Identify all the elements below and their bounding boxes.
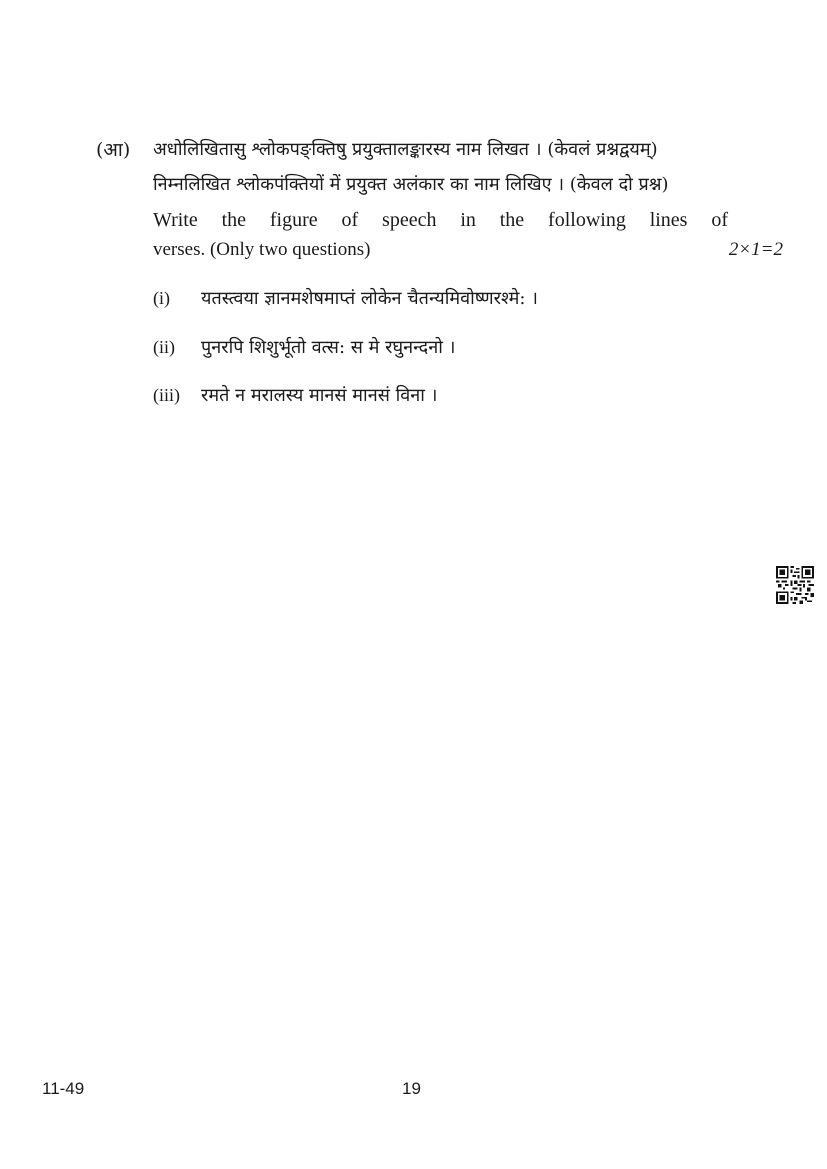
page-number: 19 [402, 1079, 421, 1098]
instruction-hindi: निम्नलिखित श्लोकपंक्तियों में प्रयुक्त अलंकार का नाम लिखिए । (केवल दो प्रश्न) [153, 174, 669, 195]
verse-item-label: (ii) [153, 337, 175, 357]
qr-code-icon [776, 566, 814, 604]
marks-allocation: 2×1=2 [728, 239, 783, 260]
question-number: (आ) [96, 139, 131, 161]
instruction-sanskrit: अधोलिखितासु श्लोकपङ्क्तिषु प्रयुक्तालङ्कारस्य नाम लिखत । (केवलं प्रश्नद्वयम्) [153, 139, 658, 160]
verse-item-text: रमते न मरालस्य मानसं मानसं विना । [201, 385, 438, 406]
verse-item [153, 335, 455, 360]
verse-item-text: यतस्त्वया ज्ञानमशेषमाप्तं लोकेन चैतन्यमिवोष्णरश्मे: । [201, 288, 538, 309]
verse-item-label: (i) [153, 288, 170, 308]
instruction-english-line-1: Write the figure of speech in the following lines of [153, 209, 728, 231]
instruction-english-line-2: verses. (Only two questions) [153, 239, 371, 260]
paper-code: 11-49 [42, 1079, 85, 1098]
verse-item-text: पुनरपि शिशुर्भूतो वत्स: स मे रघुनन्दनो । [201, 337, 456, 358]
verse-item [153, 383, 437, 408]
verse-item [153, 286, 538, 311]
verse-item-label: (iii) [153, 385, 180, 405]
